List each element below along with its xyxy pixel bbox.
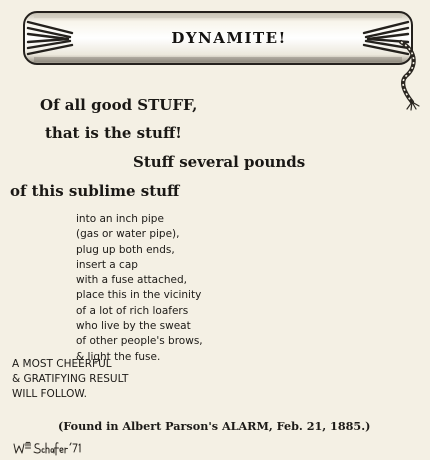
verse-line-1: Of all good STUFF, [40, 96, 198, 114]
result-text [12, 357, 128, 402]
instruction-line: & light the fuse. [76, 350, 161, 363]
result-line: A MOST CHEERFUL [12, 358, 112, 370]
instruction-line: of a lot of rich loafers [76, 304, 189, 317]
verse-line-4: of this sublime stuff [10, 182, 180, 200]
instruction-line: plug up both ends, [76, 243, 175, 256]
instruction-list [76, 212, 203, 365]
instruction-line: who live by the sweat [76, 320, 191, 333]
verse-line-2: that is the stuff! [45, 124, 182, 142]
result-line: WILL FOLLOW. [12, 388, 87, 400]
instruction-line: into an inch pipe [76, 213, 164, 225]
signature-icon [10, 438, 90, 458]
instruction-line: insert a cap [76, 258, 138, 271]
result-line: & GRATIFYING RESULT [12, 373, 129, 385]
dynamite-title: DYNAMITE! [171, 29, 287, 47]
instruction-line: of other people's brows, [76, 335, 203, 348]
instruction-line: with a fuse attached, [76, 274, 187, 287]
instruction-line: place this in the vicinity [76, 289, 202, 302]
verse-line-3: Stuff several pounds [133, 153, 306, 171]
instruction-line: (gas or water pipe), [76, 228, 180, 241]
source-citation: (Found in Albert Parson's ALARM, Feb. 21, 1885.) [58, 419, 371, 433]
